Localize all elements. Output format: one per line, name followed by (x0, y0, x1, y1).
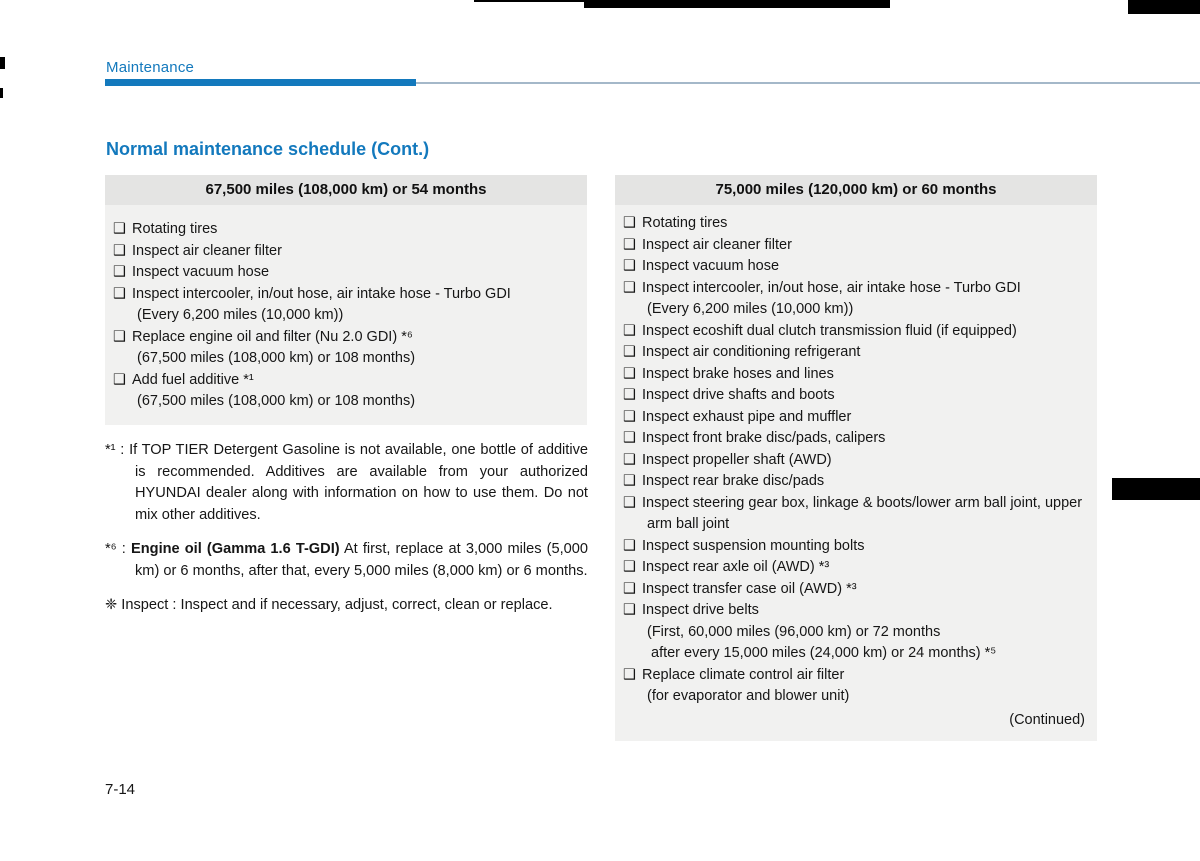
checklist-item-continuation (113, 348, 577, 370)
checkbox-icon: ❑ (623, 473, 636, 489)
checkbox-icon: ❑ (623, 494, 636, 511)
checkbox-icon: ❑ (623, 258, 636, 274)
footnote-6 (105, 539, 588, 582)
checkbox-icon: ❑ (113, 264, 126, 280)
checklist-item (113, 370, 577, 392)
table-header-75000: 75,000 miles (120,000 km) or 60 months (615, 175, 1097, 205)
checklist-item-continuation (623, 643, 1087, 665)
checklist-item-continuation (113, 391, 577, 413)
item-text: Inspect rear brake disc/pads (642, 473, 825, 489)
checkbox-icon: ❑ (623, 430, 636, 446)
checkbox-icon: ❑ (113, 221, 126, 237)
continued-label: (Continued) (1009, 711, 1085, 728)
checklist-item-continuation (113, 305, 577, 327)
header-rule-accent (105, 79, 416, 86)
checklist-item (623, 278, 1087, 300)
checkbox-icon: ❑ (623, 322, 636, 339)
footnote-inspect (105, 595, 588, 617)
item-text: (First, 60,000 miles (96,000 km) or 72 months (647, 623, 941, 640)
checklist-item (623, 450, 1087, 472)
item-text: Inspect exhaust pipe and muffler (642, 408, 852, 425)
checkbox-icon: ❑ (623, 666, 636, 683)
item-text: Inspect brake hoses and lines (642, 365, 834, 382)
checklist-item (623, 364, 1087, 386)
checklist-item (623, 536, 1087, 558)
checklist-item (623, 600, 1087, 622)
item-text: after every 15,000 miles (24,000 km) or 24 months) *⁵ (651, 645, 997, 661)
checkbox-icon: ❑ (623, 602, 636, 618)
checklist-item (623, 493, 1087, 536)
checklist-item (113, 284, 577, 306)
footnote-marker: *⁶ : (105, 541, 126, 557)
item-text: Inspect intercooler, in/out hose, air intake hose - Turbo GDI (642, 279, 1021, 296)
checklist-item (113, 262, 577, 284)
section-label: Maintenance (106, 59, 195, 76)
checklist-item (623, 665, 1087, 687)
item-text: Replace climate control air filter (642, 666, 845, 683)
checklist-item (113, 219, 577, 241)
item-text: (Every 6,200 miles (10,000 km)) (647, 301, 854, 317)
maintenance-table-67500 (105, 175, 587, 425)
checklist-item (623, 385, 1087, 407)
table-body-67500 (105, 205, 587, 425)
item-text: Rotating tires (642, 215, 728, 231)
item-text: (for evaporator and blower unit) (647, 688, 850, 704)
scan-artifact-top-bar (584, 2, 890, 8)
checklist-item (623, 342, 1087, 364)
checklist-item (113, 241, 577, 263)
footnote-text: If TOP TIER Detergent Gasoline is not available, one bottle of additive is recommended. Additives are available from your authorized HYUNDAI dealer along with information on how to use them. Do not mix other additives. (129, 442, 589, 523)
item-text: (67,500 miles (108,000 km) or 108 months) (137, 393, 416, 409)
checklist-item-continuation (623, 686, 1087, 708)
scan-artifact-left-edge-tick-2 (0, 88, 3, 98)
table-body-75000 (615, 205, 1097, 741)
checklist-item-continuation (623, 622, 1087, 644)
item-text: Inspect front brake disc/pads, calipers (642, 430, 886, 446)
footnote-1 (105, 440, 588, 526)
checklist-item (623, 256, 1087, 278)
table-header-67500: 67,500 miles (108,000 km) or 54 months (105, 175, 587, 205)
checkbox-icon: ❑ (623, 279, 636, 296)
checkbox-icon: ❑ (623, 387, 636, 403)
item-text: Inspect vacuum hose (642, 258, 780, 274)
item-text: (67,500 miles (108,000 km) or 108 months) (137, 350, 416, 366)
item-text: Inspect air cleaner filter (132, 242, 282, 259)
page-number: 7-14 (105, 781, 136, 798)
checklist-item (623, 557, 1087, 579)
item-text: Replace engine oil and filter (Nu 2.0 GDI) *⁶ (132, 328, 413, 345)
checklist-item (623, 428, 1087, 450)
item-text: Inspect propeller shaft (AWD) (642, 451, 832, 468)
checkbox-icon: ❑ (623, 365, 636, 382)
scan-artifact-top-right-block (1128, 0, 1200, 14)
checklist-item (623, 321, 1087, 343)
item-text: Inspect steering gear box, linkage & boots/lower arm ball joint, upper arm ball joint (642, 494, 1083, 532)
checkbox-icon: ❑ (623, 559, 636, 575)
item-text: Inspect suspension mounting bolts (642, 537, 865, 554)
item-text: Inspect air cleaner filter (642, 236, 792, 253)
scan-artifact-left-edge-tick (0, 57, 5, 69)
item-text: (Every 6,200 miles (10,000 km)) (137, 307, 344, 323)
footnote-text: Inspect and if necessary, adjust, correct, clean or replace. (180, 597, 553, 613)
item-text: Inspect air conditioning refrigerant (642, 344, 861, 360)
item-text: Inspect drive shafts and boots (642, 387, 835, 403)
checkbox-icon: ❑ (113, 328, 126, 345)
footnote-marker: *¹ : (105, 442, 125, 458)
checkbox-icon: ❑ (623, 580, 636, 597)
checklist-item (623, 407, 1087, 429)
checkbox-icon: ❑ (113, 285, 126, 302)
page-title: Normal maintenance schedule (Cont.) (106, 139, 430, 159)
checkbox-icon: ❑ (113, 242, 126, 259)
item-text: Inspect drive belts (642, 602, 759, 618)
checkbox-icon: ❑ (113, 371, 126, 388)
footnotes (105, 440, 588, 630)
item-text: Inspect vacuum hose (132, 264, 270, 280)
header-rule-line (416, 82, 1200, 84)
checkbox-icon: ❑ (623, 408, 636, 425)
scan-artifact-right-edge-bar (1112, 478, 1200, 500)
item-text: Add fuel additive *¹ (132, 371, 254, 388)
item-text: Inspect intercooler, in/out hose, air intake hose - Turbo GDI (132, 285, 511, 302)
maintenance-table-75000 (615, 175, 1097, 741)
item-text: Inspect transfer case oil (AWD) *³ (642, 580, 857, 597)
checkbox-icon: ❑ (623, 344, 636, 360)
checkbox-icon: ❑ (623, 537, 636, 554)
footnote-bold-lead: Engine oil (Gamma 1.6 T-GDI) (131, 541, 340, 557)
checkbox-icon: ❑ (623, 215, 636, 231)
checklist-item (623, 213, 1087, 235)
checklist-item (623, 471, 1087, 493)
checklist-item (623, 235, 1087, 257)
checklist-item (113, 327, 577, 349)
item-text: Inspect rear axle oil (AWD) *³ (642, 559, 830, 575)
footnote-marker: ❈ Inspect : (105, 597, 177, 613)
item-text: Rotating tires (132, 221, 218, 237)
checklist-item-continuation (623, 299, 1087, 321)
checkbox-icon: ❑ (623, 236, 636, 253)
footnote-text: At first, replace at 3,000 miles (5,000 km) or 6 months, after that, every 5,000 miles (8,000 km) or 6 months. (135, 541, 589, 579)
checklist-item (623, 579, 1087, 601)
item-text: Inspect ecoshift dual clutch transmission fluid (if equipped) (642, 322, 1017, 339)
checkbox-icon: ❑ (623, 451, 636, 468)
